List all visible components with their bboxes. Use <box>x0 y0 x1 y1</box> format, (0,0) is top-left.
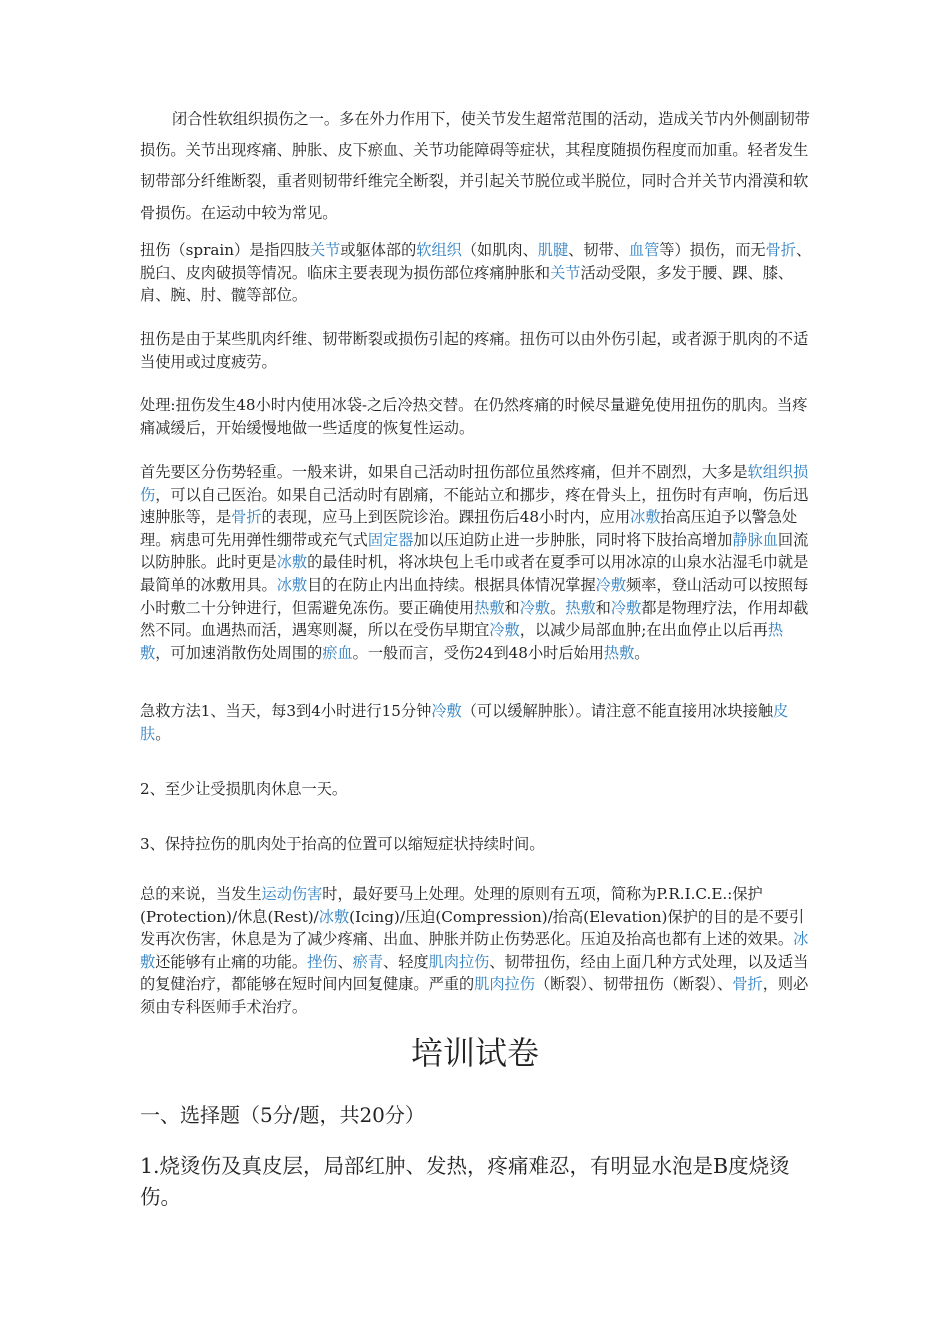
term-link[interactable]: 固定器 <box>367 530 414 549</box>
question-1: 1.烧烫伤及真皮层，局部红肿、发热，疼痛难忍，有明显水泡是B度烧烫伤。 <box>140 1154 790 1209</box>
term-link[interactable]: 冷敷 <box>610 598 642 617</box>
paragraph-text: 、韧带扭伤，经由上面几种方式处理，以及适当的复健治疗，都能够在短时间内回复健康。严重的 <box>140 952 809 994</box>
paragraph-text: 、脱臼、皮肉破损等情况。临床主要表现为损伤部位疼痛肿胀和 <box>140 241 812 282</box>
term-link[interactable]: 冷敷 <box>489 621 520 640</box>
paragraph-text: 3、保持拉伤的肌肉处于抬高的位置可以缩短症状持续时间。 <box>140 835 545 853</box>
paragraph-text: 的表现，应马上到医院诊治。踝扭伤后48小时内，应用 <box>261 508 631 527</box>
term-link[interactable]: 瘀血 <box>322 643 353 662</box>
paragraph-text: （可以缓解肿胀）。请注意不能直接用冰块接触 <box>461 702 774 720</box>
term-link[interactable]: 冷敷 <box>431 702 462 720</box>
paragraph-6 <box>140 700 812 745</box>
term-link[interactable]: 挫伤 <box>307 952 338 971</box>
paragraph-text: ，以减少局部血肿;在出血停止以后再 <box>519 621 768 640</box>
term-link[interactable]: 热敷 <box>140 621 783 662</box>
paragraph-text: （如肌肉、 <box>461 241 538 259</box>
paragraph-text: 频率，登山活动可以按照每小时敷二十分钟进行，但需避免冻伤。要正确使用 <box>140 575 809 617</box>
term-link[interactable]: 肌肉拉伤 <box>428 952 490 971</box>
paragraph-text: ，可加速消散伤处周围的 <box>155 643 323 662</box>
paragraph-text: 、轻度 <box>383 952 429 971</box>
term-link[interactable]: 肌肉拉伤 <box>474 975 535 994</box>
paragraph-text: 2、至少让受损肌肉休息一天。 <box>140 780 348 798</box>
paragraph-2 <box>140 239 812 307</box>
paragraph-text: （断裂）、韧带扭伤（断裂）、 <box>534 975 733 994</box>
paragraph-text: 、 <box>337 952 353 971</box>
paragraph-text: 加以压迫防止进一步肿胀，同时将下肢抬高增加 <box>413 530 733 549</box>
term-link[interactable]: 瘀青 <box>352 952 383 971</box>
paragraph-text: 活动受限，多发于腰、踝、膝、肩、腕、肘、髋等部位。 <box>140 263 794 305</box>
term-link[interactable]: 冰敷 <box>276 553 308 572</box>
paragraph-text: 闭合性软组织损伤之一。多在外力作用下，使关节发生超常范围的活动，造成关节内外侧副韧带损伤。关节出现疼痛、肿胀、皮下瘀血、关节功能障碍等症状，其程度随损伤程度而加重。轻者发生韧带部分纤维断裂，重者则韧带纤维完全断裂，并引起关节脱位或半脱位，同时合并关节内滑漠和软骨损伤。在运动中较为常见。 <box>140 110 810 222</box>
term-link[interactable]: 血管 <box>628 241 660 259</box>
paragraph-text: 的最佳时机，将冰块包上毛巾或者在夏季可以用冰凉的山泉水沾湿毛巾就是最简单的冰敷用具。 <box>140 553 809 594</box>
term-link[interactable]: 静脉血 <box>732 530 778 549</box>
term-link[interactable]: 运动伤害 <box>261 885 323 903</box>
term-link[interactable]: 冷敷 <box>595 575 626 594</box>
term-link[interactable]: 骨折 <box>732 975 763 994</box>
term-link[interactable]: 热敷 <box>474 598 505 617</box>
paragraph-text: ，可以自己医治。如果自己活动时有剧痛，不能站立和挪步，疼在骨头上，扭伤时有声响，伤后迅速肿胀等，是 <box>140 485 809 527</box>
paragraph-text: 和 <box>595 598 611 617</box>
paragraph-text: 或躯体部的 <box>340 241 417 259</box>
paragraph-text: 时，最好要马上处理。处理的原则有五项，简称为P.R.I.C.E.:保护(Protection)/休息(Rest)/ <box>140 885 763 926</box>
paragraph-text: 处理:扭伤发生48小时内使用冰袋-之后冷热交替。在仍然疼痛的时候尽量避免使用扭伤的肌肉。当疼痛减缓后，开始缓慢地做一些适度的恢复性运动。 <box>140 396 808 437</box>
term-link[interactable]: 骨折 <box>231 508 262 527</box>
paragraph-5 <box>140 461 812 664</box>
paragraph-text: 。 <box>550 598 566 617</box>
paragraph-text: 和 <box>504 598 520 617</box>
paragraph-text: 。 <box>155 724 171 743</box>
paragraph-text: 等）损伤，而无 <box>659 241 766 259</box>
paragraph-text: 都是物理疗法，作用却截然不同。血遇热而活，遇寒则凝，所以在受伤早期宜 <box>140 598 809 640</box>
term-link[interactable]: 热敷 <box>565 598 596 617</box>
term-link[interactable]: 皮肤 <box>140 702 789 743</box>
paragraph-text: (Icing)/压迫(Compression)/抬高(Elevation)保护的目的是不要引发再次伤害，休息是为了减少疼痛、出血、肿胀并防止伤势恶化。压迫及抬高也都有上述的效果。 <box>140 907 805 949</box>
term-link[interactable]: 关节 <box>550 263 581 282</box>
term-link[interactable]: 冰敷 <box>630 508 661 527</box>
term-link[interactable]: 软组织损伤 <box>140 463 809 504</box>
term-link[interactable]: 冷敷 <box>519 598 551 617</box>
paragraph-text: ，则必须由专科医师手术治疗。 <box>140 975 809 1016</box>
paragraph-text: 目的在防止内出血持续。根据具体情况掌握 <box>307 575 596 594</box>
paragraph-4 <box>140 394 812 439</box>
paragraph-text: 总的来说，当发生 <box>140 885 262 903</box>
term-link[interactable]: 骨折 <box>765 241 796 259</box>
term-link[interactable]: 软组织 <box>416 241 462 259</box>
section-title: 一、选择题（5分/题，共20分） <box>140 1103 425 1127</box>
paragraph-3 <box>140 328 812 373</box>
paragraph-1 <box>140 104 812 229</box>
paragraph-text: 急救方法1、当天，每3到4小时进行15分钟 <box>140 702 432 720</box>
paragraph-9 <box>140 883 812 1019</box>
term-link[interactable]: 冰敷 <box>140 930 809 971</box>
paragraph-text: 抬高压迫予以警急处理。病患可先用弹性绷带或充气式 <box>140 508 798 549</box>
paragraph-text: 扭伤是由于某些肌肉纤维、韧带断裂或损伤引起的疼痛。扭伤可以由外伤引起，或者源于肌肉的不适当使用或过度疲劳。 <box>140 330 809 371</box>
paragraph-text: 。 <box>634 643 650 662</box>
paragraph-8 <box>140 833 812 856</box>
term-link[interactable]: 冰敷 <box>318 907 350 926</box>
paragraph-text: 首先要区分伤势轻重。一般来讲，如果自己活动时扭伤部位虽然疼痛，但并不剧烈，大多是 <box>140 463 748 481</box>
paragraph-text: 。一般而言，受伤24到48小时后始用 <box>352 643 604 662</box>
paragraph-text: 还能够有止痛的功能。 <box>155 952 308 971</box>
paragraph-text: 扭伤（sprain）是指四肢 <box>140 241 310 259</box>
term-link[interactable]: 冰敷 <box>276 575 308 594</box>
paragraph-text: 回流以防肿胀。此时更是 <box>140 530 809 572</box>
term-link[interactable]: 肌腱 <box>537 241 569 259</box>
paragraph-7 <box>140 778 812 801</box>
exam-title: 培训试卷 <box>410 1034 539 1072</box>
term-link[interactable]: 热敷 <box>603 643 635 662</box>
term-link[interactable]: 关节 <box>309 241 341 259</box>
paragraph-text: 、韧带、 <box>568 241 629 259</box>
